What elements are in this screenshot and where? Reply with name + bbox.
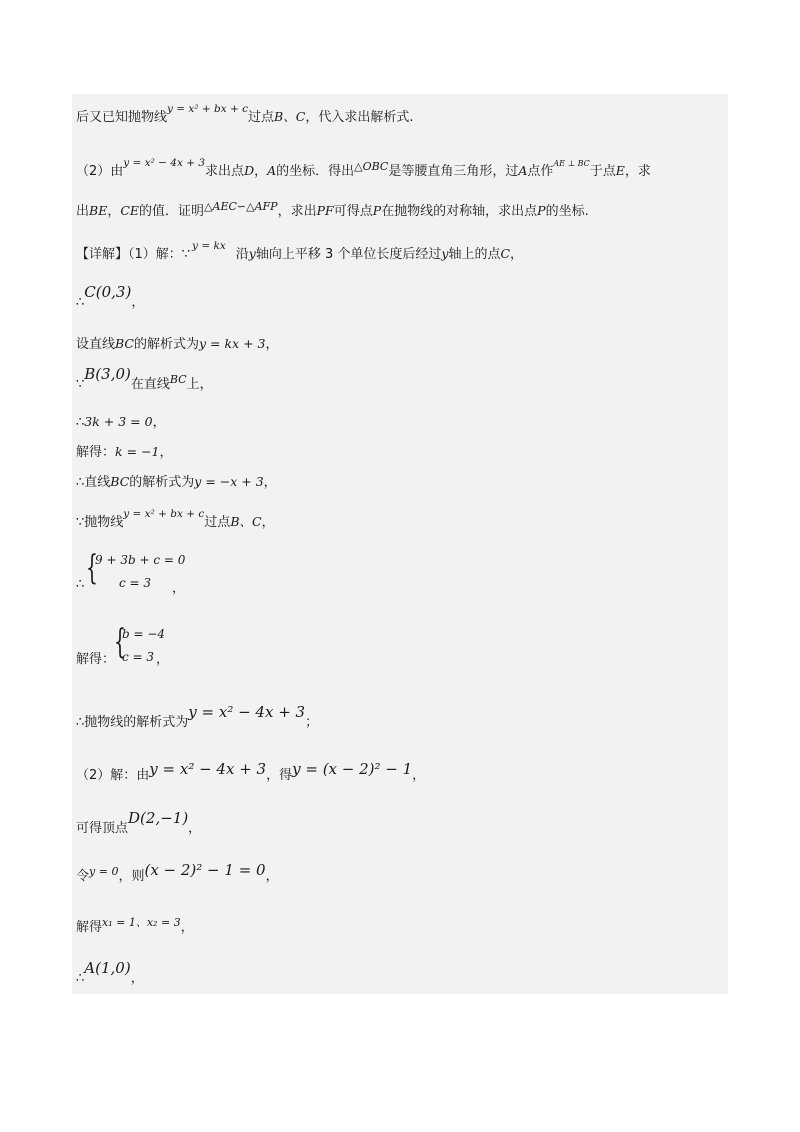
- formula: A(1,0): [84, 959, 131, 977]
- text-line-1: [76, 103, 414, 127]
- text: ∴直线: [76, 475, 111, 490]
- formula: y = 0: [89, 865, 119, 878]
- formula: AE ⊥ BC: [553, 159, 590, 168]
- text: ，求: [624, 164, 651, 179]
- formula: △OBC: [354, 160, 389, 173]
- formula: y = x² − 4x + 3: [123, 157, 206, 169]
- text: ，: [265, 869, 279, 884]
- text: ，: [131, 295, 145, 310]
- formula: y: [248, 246, 256, 261]
- equation-row: c = 3: [122, 650, 155, 664]
- text: 点作: [527, 164, 554, 179]
- text-line-4: [76, 240, 524, 264]
- formula: B、C: [274, 109, 306, 124]
- text: 【详解】（1）解：∵: [76, 247, 191, 262]
- text: 设直线: [76, 337, 116, 352]
- text: 在抛物线的对称轴，求出点: [381, 204, 538, 219]
- formula: y = (x − 2)² − 1: [292, 760, 413, 778]
- text: ∴: [76, 971, 85, 986]
- formula: P: [537, 203, 546, 218]
- formula: E: [615, 163, 625, 178]
- document-page: [72, 94, 728, 994]
- text: 沿: [235, 247, 249, 262]
- text-line-10: [76, 473, 277, 492]
- text: ，求出: [277, 204, 317, 219]
- brace-symbol: {: [86, 548, 98, 588]
- formula: BC: [110, 474, 130, 489]
- equation-row: c = 3: [119, 576, 152, 590]
- formula: △AEC∽△AFP: [204, 200, 278, 213]
- text: ∵: [76, 377, 85, 392]
- formula: BC: [169, 373, 187, 386]
- text: ，: [254, 164, 268, 179]
- text: 解得：: [76, 445, 116, 460]
- text: ，: [510, 247, 524, 262]
- formula: (x − 2)² − 1 = 0: [144, 861, 266, 879]
- formula: y: [441, 246, 449, 261]
- text-line-2: [76, 157, 651, 182]
- text-line-7: [76, 365, 213, 394]
- text: 轴向上平移 3 个单位长度后经过: [255, 247, 442, 262]
- text: 可得点: [333, 204, 373, 219]
- formula: k = −1: [115, 444, 160, 459]
- formula: y = −x + 3: [194, 474, 264, 489]
- text: ，: [265, 337, 279, 352]
- text-line-3: [76, 202, 589, 221]
- text: ，: [188, 821, 202, 836]
- text: 是等腰直角三角形，过: [388, 164, 519, 179]
- text: ∴: [76, 577, 85, 592]
- text: ，代入求出解析式.: [305, 110, 414, 125]
- formula: y = x² + bx + c: [123, 508, 205, 520]
- text: ，则: [118, 869, 145, 884]
- text: 的坐标．得出: [276, 164, 355, 179]
- text: ∴抛物线的解析式为: [76, 715, 189, 730]
- text: ，: [156, 652, 170, 667]
- formula: y = kx: [192, 240, 226, 252]
- text-line-19: [76, 959, 144, 988]
- text: 轴上的点: [448, 247, 501, 262]
- text: 解得：: [76, 652, 116, 667]
- text: ；: [305, 715, 319, 730]
- text-line-9: [76, 443, 172, 462]
- text: 出: [76, 204, 90, 219]
- formula: B、C: [230, 514, 262, 529]
- formula: BC: [115, 336, 134, 351]
- text: 解得: [76, 920, 103, 935]
- formula: 3k + 3 = 0: [84, 414, 153, 429]
- text: 令: [76, 869, 90, 884]
- equation-row: 9 + 3b + c = 0: [95, 553, 186, 567]
- text-line-6: [76, 335, 279, 354]
- text: 上，: [186, 377, 213, 392]
- text-line-17: [76, 861, 279, 886]
- text: 于点: [589, 164, 616, 179]
- text-line-16: [76, 809, 202, 838]
- text-line-8: [76, 413, 166, 432]
- formula: x₁ = 1、x₂ = 3: [102, 916, 181, 929]
- text: ，: [130, 971, 144, 986]
- text-line-15: [76, 760, 426, 785]
- formula: C: [500, 246, 511, 261]
- formula: A: [267, 163, 277, 178]
- text: ∴: [76, 295, 85, 310]
- brace-symbol: {: [114, 622, 126, 662]
- text: 过点: [248, 110, 275, 125]
- text: 的解析式为: [129, 475, 195, 490]
- text: ，: [263, 475, 277, 490]
- text: ∵抛物线: [76, 515, 124, 530]
- text: （2）解：由: [76, 768, 150, 783]
- text: ，: [159, 445, 173, 460]
- equation-row: b = −4: [122, 627, 166, 641]
- text: ∴: [76, 415, 85, 430]
- formula: y = x² − 4x + 3: [188, 703, 306, 721]
- formula: B(3,0): [84, 365, 131, 383]
- text: （2）由: [76, 164, 124, 179]
- formula: PF: [316, 203, 334, 218]
- formula: D(2,−1): [128, 809, 189, 827]
- text-line-11: [76, 508, 275, 532]
- text: 可得顶点: [76, 821, 129, 836]
- text: ，: [412, 768, 426, 783]
- formula: y = x² + bx + c: [167, 103, 249, 115]
- text-line-13-end: [156, 651, 169, 669]
- text: 的值．证明: [139, 204, 205, 219]
- text: ，: [261, 515, 275, 530]
- text-line-14: [76, 703, 319, 732]
- formula: P: [372, 203, 382, 218]
- text-line-13: [76, 651, 115, 669]
- text: 的解析式为: [134, 337, 200, 352]
- text-line-12-end: [172, 580, 185, 598]
- text-line-5: [76, 283, 145, 312]
- formula: D: [244, 163, 255, 178]
- formula: BE: [89, 203, 108, 218]
- formula: y = kx + 3: [199, 336, 266, 351]
- formula: A: [518, 163, 528, 178]
- text: 求出点: [205, 164, 245, 179]
- text-line-12: [76, 576, 84, 594]
- text: ，得: [266, 768, 293, 783]
- text: ，: [107, 204, 121, 219]
- text: ，: [172, 581, 186, 596]
- formula: CE: [120, 203, 140, 218]
- text: 的坐标.: [545, 204, 589, 219]
- formula: y = x² − 4x + 3: [149, 760, 267, 778]
- text: 后又已知抛物线: [76, 110, 168, 125]
- text: ，: [152, 415, 166, 430]
- text: 在直线: [130, 377, 170, 392]
- formula: C(0,3): [84, 283, 132, 301]
- text: 过点: [204, 515, 231, 530]
- text-line-18: [76, 916, 194, 937]
- text: ，: [180, 920, 194, 935]
